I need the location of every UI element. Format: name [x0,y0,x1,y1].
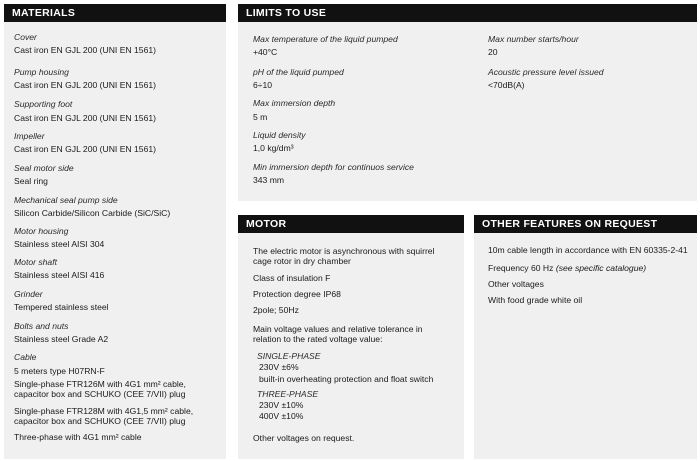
single-phase-label: SINGLE-PHASE [257,351,321,361]
limit-value: 343 mm [253,175,285,185]
feature-frequency-text: Frequency 60 Hz [488,263,554,273]
material-label: Grinder [14,289,43,299]
material-label: Motor housing [14,226,69,236]
limit-label: Min immersion depth for continuos service [253,162,414,172]
limit-label: Max immersion depth [253,98,336,108]
limit-label: Max number starts/hour [488,34,579,44]
motor-insulation: Class of insulation F [253,273,331,283]
cable-single-phase-1 [14,379,186,399]
material-value: Silicon Carbide/Silicon Carbide (SiC/SiC) [14,208,171,218]
three-phase-label: THREE-PHASE [257,389,319,399]
motor-desc-line-1: The electric motor is asynchronous with squirrel [253,246,435,256]
limit-value: 20 [488,47,498,57]
limit-value: +40°C [253,47,278,57]
material-label: Pump housing [14,67,69,77]
material-value: Cast iron EN GJL 200 (UNI EN 1561) [14,80,157,90]
feature-other-voltages: Other voltages [488,279,544,289]
material-value: Tempered stainless steel [14,302,109,312]
motor-description [253,246,435,266]
feature-white-oil: With food grade white oil [488,295,583,305]
three-phase-value-2: 400V ±10% [259,411,304,421]
material-value: Stainless steel AISI 304 [14,239,105,249]
material-value: Cast iron EN GJL 200 (UNI EN 1561) [14,113,157,123]
limit-value: 6÷10 [253,80,273,90]
limit-value: 1,0 kg/dm³ [253,143,294,153]
limit-value: <70dB(A) [488,80,525,90]
single-phase-value: 230V ±6% [259,362,299,372]
motor-header: MOTOR [238,215,464,233]
cable-type: 5 meters type H07RN-F [14,366,105,376]
motor-voltage-intro [253,324,423,344]
cable-three-phase: Three-phase with 4G1 mm² cable [14,432,142,442]
feature-frequency-note: (see specific catalogue) [555,263,647,273]
material-label: Seal motor side [14,163,74,173]
other-features-header: OTHER FEATURES ON REQUEST [474,215,697,233]
material-value: Seal ring [14,176,48,186]
feature-frequency [488,263,646,273]
limit-label: Liquid density [253,130,306,140]
material-value: Stainless steel Grade A2 [14,334,109,344]
feature-cable-length: 10m cable length in accordance with EN 60335-2-41 [488,245,688,255]
limit-label: Max temperature of the liquid pumped [253,34,398,44]
limit-label: pH of the liquid pumped [253,67,344,77]
material-label: Bolts and nuts [14,321,69,331]
cable-sp1-line-a: Single-phase FTR126M with 4G1 mm² cable, [14,379,186,389]
three-phase-value-1: 230V ±10% [259,400,304,410]
material-value: Cast iron EN GJL 200 (UNI EN 1561) [14,144,157,154]
motor-protection: Protection degree IP68 [253,289,341,299]
cable-sp2-line-a: Single-phase FTR128M with 4G1,5 mm² cable, [14,406,194,416]
material-label: Impeller [14,131,45,141]
cable-sp1-line-b: capacitor box and SCHUKO (CEE 7/VII) plug [14,389,186,399]
material-label: Motor shaft [14,257,57,267]
material-label: Mechanical seal pump side [14,195,118,205]
material-label: Supporting foot [14,99,73,109]
limits-header: LIMITS TO USE [238,4,697,22]
cable-label: Cable [14,352,37,362]
motor-voltage-line-2: relation to the rated voltage value: [253,334,383,344]
limit-label: Acoustic pressure level issued [488,67,604,77]
motor-voltage-line-1: Main voltage values and relative tolerance in [253,324,423,334]
motor-poles: 2pole; 50Hz [253,305,299,315]
cable-single-phase-2 [14,406,193,426]
single-phase-note: built-in overheating protection and float switch [259,374,434,384]
limit-value: 5 m [253,112,268,122]
motor-desc-line-2: cage rotor in dry chamber [253,256,351,266]
cable-sp2-line-b: capacitor box and SCHUKO (CEE 7/VII) plug [14,416,186,426]
material-value: Stainless steel AISI 416 [14,270,105,280]
material-value: Cast iron EN GJL 200 (UNI EN 1561) [14,45,157,55]
motor-other-voltages: Other voltages on request. [253,433,355,443]
material-label: Cover [14,32,37,42]
materials-header: MATERIALS [4,4,226,22]
